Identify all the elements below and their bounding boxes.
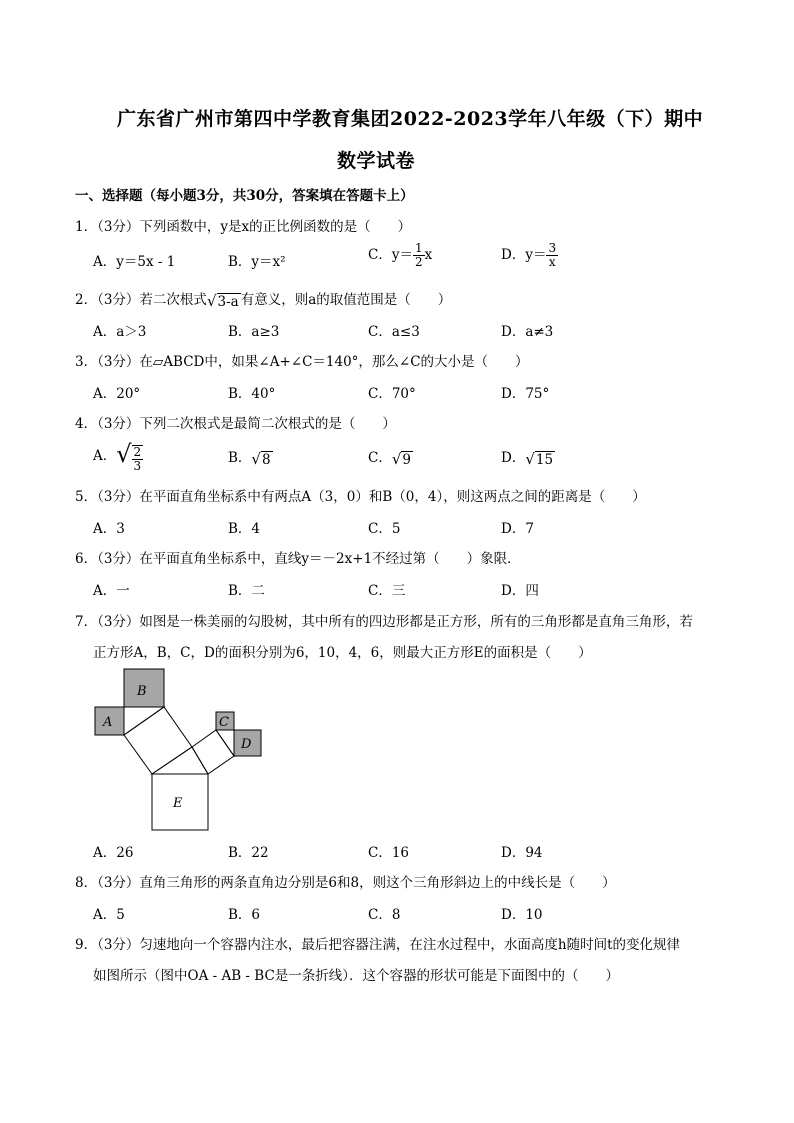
label-e: E bbox=[173, 796, 183, 811]
q7-option-c: C．16 bbox=[368, 845, 410, 861]
q8-option-c: C．8 bbox=[368, 907, 401, 923]
q2-option-a: A．a＞3 bbox=[93, 324, 147, 340]
question-8-stem: 8．（3分）直角三角形的两条直角边分别是6和8，则这个三角形斜边上的中线长是（ ） bbox=[75, 875, 616, 891]
left-middle-square bbox=[124, 707, 192, 774]
label-a: A bbox=[103, 715, 113, 730]
q5-option-a: A．3 bbox=[93, 521, 125, 537]
q5-option-c: C．5 bbox=[368, 521, 401, 537]
q4-option-c: C．√9 bbox=[368, 449, 411, 468]
right-middle-square bbox=[192, 730, 234, 774]
q8-option-b: B．6 bbox=[228, 907, 261, 923]
q1-option-d: D．y＝ $\frac{3}{x}$ bbox=[501, 241, 557, 269]
q7-option-a: A．26 bbox=[93, 845, 134, 861]
triangle-cd bbox=[216, 730, 234, 756]
label-d: D bbox=[241, 737, 252, 752]
q7-option-b: B．22 bbox=[228, 845, 269, 861]
q4-option-b: B．√8 bbox=[228, 449, 271, 468]
q3-option-c: C．70° bbox=[368, 386, 416, 402]
q6-option-c: C．三 bbox=[368, 583, 406, 599]
q6-option-a: A．一 bbox=[93, 583, 130, 599]
question-7-line2: 正方形A，B，C，D的面积分别为6，10，4，6，则最大正方形E的面积是（ ） bbox=[93, 645, 592, 661]
exam-title-line2: 数学试卷 bbox=[337, 150, 416, 172]
q1-option-a: A．y＝5x - 1 bbox=[93, 254, 176, 270]
label-b: B bbox=[137, 684, 147, 699]
q3-option-a: A．20° bbox=[93, 386, 141, 402]
question-1-stem: 1．（3分）下列函数中，y是x的正比例函数的是（ ） bbox=[75, 219, 412, 235]
question-9-line2: 如图所示（图中OA - AB - BC是一条折线）．这个容器的形状可能是下面图中的（ ） bbox=[93, 968, 620, 984]
q3-option-b: B．40° bbox=[228, 386, 276, 402]
q2-option-b: B．a≥3 bbox=[228, 324, 280, 340]
q2-option-c: C．a≤3 bbox=[368, 324, 420, 340]
q2-option-d: D．a≠3 bbox=[501, 324, 554, 340]
q3-option-d: D．75° bbox=[501, 386, 550, 402]
exam-title-line1: 广东省广州市第四中学教育集团2022-2023学年八年级（下）期中 bbox=[117, 108, 704, 130]
question-6-stem: 6．（3分）在平面直角坐标系中，直线y＝－2x+1不经过第（ ）象限． bbox=[75, 551, 521, 567]
q8-option-a: A．5 bbox=[93, 907, 125, 923]
question-7-line1: 7．（3分）如图是一株美丽的勾股树，其中所有的四边形都是正方形，所有的三角形都是直角三角形，若 bbox=[75, 614, 693, 630]
question-2-stem: 2．（3分）若二次根式√3-a 有意义，则a的取值范围是（ ） bbox=[75, 291, 452, 310]
q1-option-b: B．y＝x² bbox=[228, 254, 286, 270]
q8-option-d: D．10 bbox=[501, 907, 543, 923]
q6-option-b: B．二 bbox=[228, 583, 265, 599]
q7-option-d: D．94 bbox=[501, 845, 543, 861]
question-5-stem: 5．（3分）在平面直角坐标系中有两点A（3，0）和B（0，4），则这两点之间的距离是（ ） bbox=[75, 489, 646, 505]
question-3-stem: 3．（3分）在▱ABCD中，如果∠A+∠C＝140°，那么∠C的大小是（ ） bbox=[75, 354, 529, 370]
label-c: C bbox=[219, 715, 229, 730]
pythagoras-tree-figure bbox=[90, 666, 270, 836]
q6-option-d: D．四 bbox=[501, 583, 539, 599]
question-9-line1: 9．（3分）匀速地向一个容器内注水，最后把容器注满，在注水过程中，水面高度h随时间t的变化规律 bbox=[75, 937, 681, 953]
section-heading: 一、选择题（每小题3分，共30分，答案填在答题卡上） bbox=[75, 188, 414, 204]
q4-option-a: A．√ $\frac{2}{3}$ bbox=[93, 440, 142, 473]
question-4-stem: 4．（3分）下列二次根式是最简二次根式的是（ ） bbox=[75, 416, 396, 432]
q5-option-d: D．7 bbox=[501, 521, 534, 537]
q5-option-b: B．4 bbox=[228, 521, 261, 537]
triangle-ab bbox=[124, 707, 164, 735]
main-triangle bbox=[152, 747, 208, 774]
q4-option-d: D．√15 bbox=[501, 449, 554, 468]
q1-option-c: C．y＝ $\frac{1}{2}$ x bbox=[368, 241, 433, 269]
